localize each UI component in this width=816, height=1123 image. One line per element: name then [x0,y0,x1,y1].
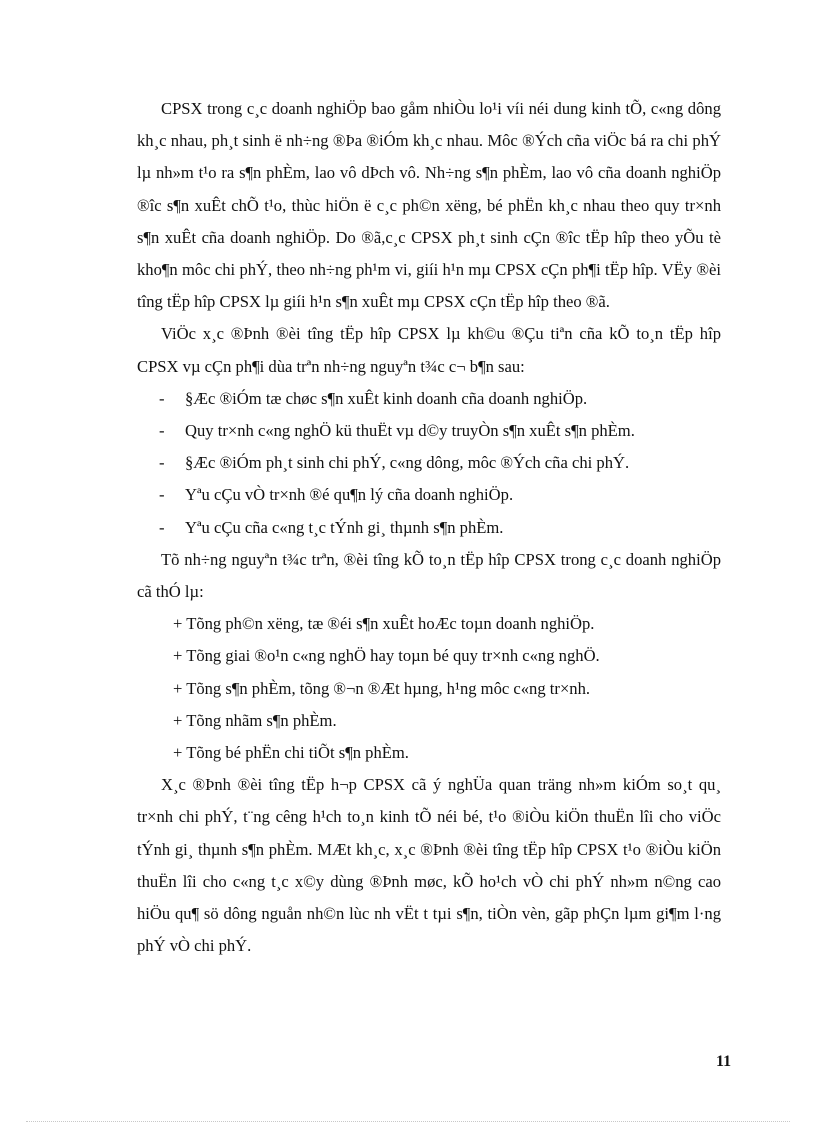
dash-bullet-icon: - [159,421,165,441]
list-item: - §Æc ®iÓm tæ chøc s¶n xuÊt kinh doanh cña doanh nghiÖp. [137,383,721,415]
dash-bullet-icon: - [159,453,165,473]
paragraph-object-determination: ViÖc x¸c ®Þnh ®èi tîng tËp hîp CPSX lµ kh©u ®Çu tiªn cña kÕ to¸n tËp hîp CPSX vµ cÇn ph¶i dùa trªn nh÷ng nguyªn t¾c c¬ b¶n sau: [137,324,721,376]
list-item: + Tõng bé phËn chi tiÕt s¶n phÈm. [173,743,409,763]
objects-list [137,608,721,769]
dash-bullet-icon: - [159,388,165,408]
list-item: - Quy tr×nh c«ng nghÖ kü thuËt vµ d©y truyÒn s¶n xuÊt s¶n phÈm. [137,415,721,447]
paragraph-significance: X¸c ®Þnh ®èi tîng tËp h¬p CPSX cã ý nghÜa quan träng nh»m kiÓm so¸t qu¸ tr×nh chi phÝ, t¨ng cêng h¹ch to¸n kinh tÕ néi bé, t¹o ®iÒu kiÖn thuËn lîi cho viÖc tÝnh gi¸ thµnh s¶n phÈm. MÆt kh¸c, x¸c ®Þnh ®èi tîng tËp hîp CPSX t¹o ®iÒu kiÖn thuËn lîi cho c«ng t¸c x©y dùng ®Þnh møc, kÕ ho¹ch vÒ chi phÝ nh»m n©ng cao hiÖu qu¶ sö dông nguån nh©n lùc nh vËt t tµi s¶n, tiÒn vèn, gãp phÇn lµm gi¶m l·ng phÝ vÒ chi phÝ. [137,775,721,956]
dash-bullet-icon: - [159,485,165,505]
body-text [137,93,721,962]
list-item: + Tõng giai ®o¹n c«ng nghÖ hay toµn bé quy tr×nh c«ng nghÖ. [173,646,600,666]
list-item: - Yªu cÇu cña c«ng t¸c tÝnh gi¸ thµnh s¶n phÈm. [137,512,721,544]
paragraph-possible-objects: Tõ nh÷ng nguyªn t¾c trªn, ®èi tîng kÕ to¸n tËp hîp CPSX trong c¸c doanh nghiÖp cã thÓ lµ: [137,549,721,602]
list-item: + Tõng nhãm s¶n phÈm. [173,710,337,730]
footer-divider [26,1121,790,1122]
list-item: - §Æc ®iÓm ph¸t sinh chi phÝ, c«ng dông, môc ®Ých cña chi phÝ. [137,447,721,479]
list-item: + Tõng s¶n phÈm, tõng ®¬n ®Æt hµng, h¹ng môc c«ng tr×nh. [173,678,591,698]
paragraph-cost-overview: CPSX trong c¸c doanh nghiÖp bao gåm nhiÒu lo¹i víi néi dung kinh tÕ, c«ng dông kh¸c nhau, ph¸t sinh ë nh÷ng ®Þa ®iÓm kh¸c nhau. Môc ®Ých cña viÖc bá ra chi phÝ lµ nh»m t¹o ra s¶n phÈm, lao vô dÞch vô. Nh÷ng s¶n phÈm, lao vô cña doanh nghiÖp ®îc s¶n xuÊt chÕ t¹o, thùc hiÖn ë c¸c ph©n xëng, bé phËn kh¸c nhau theo quy tr×nh s¶n xuÊt cña doanh nghiÖp. Do ®ã,c¸c CPSX ph¸t sinh cÇn ®îc tËp hîp theo yÕu tè kho¶n môc chi phÝ, theo nh÷ng ph¹m vi, giíi h¹n mµ CPSX cÇn ph¶i tËp hîp. VËy ®èi tîng tËp hîp CPSX lµ giíi h¹n s¶n xuÊt mµ CPSX cÇn tËp hîp theo ®ã. [137,99,721,312]
page-number: 11 [716,1053,732,1070]
list-item: - Yªu cÇu vÒ tr×nh ®é qu¶n lý cña doanh nghiÖp. [137,479,721,511]
list-item: + Tõng ph©n xëng, tæ ®éi s¶n xuÊt hoÆc toµn doanh nghiÖp. [173,614,595,634]
dash-bullet-icon: - [159,517,165,537]
criteria-list [137,383,721,544]
